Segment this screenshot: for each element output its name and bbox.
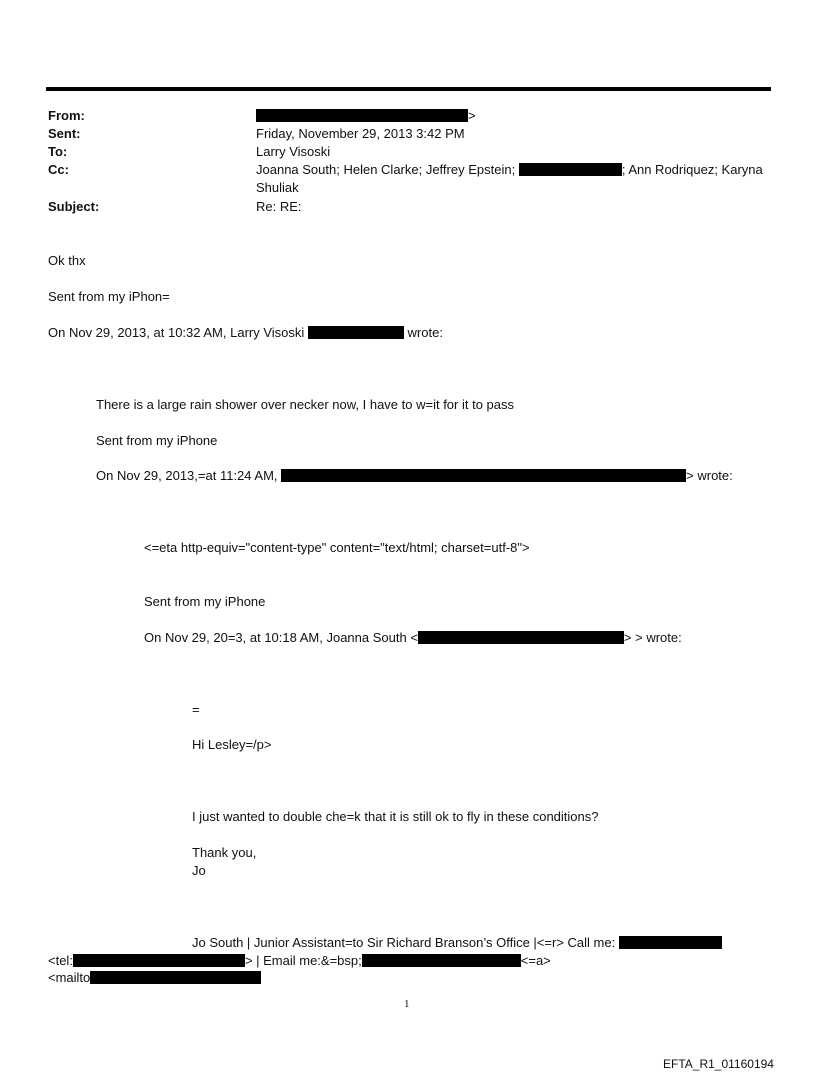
quote2-line2: Sent from my iPhone [144, 594, 266, 609]
quote3-name: Jo [192, 863, 206, 878]
sent-label: Sent: [48, 126, 81, 141]
quote3-thanks: Thank you, [192, 845, 257, 860]
cc-value-continued: Shuliak [256, 180, 299, 195]
cc-label: Cc: [48, 162, 69, 177]
body-line-attribution [48, 325, 443, 341]
quote3-question: I just wanted to double che=k that it is still ok to fly in these conditions? [192, 809, 599, 824]
redaction-box [90, 971, 261, 984]
quote2-line1: <=eta http-equiv="content-type" content="text/html; charset=utf-8"> [144, 540, 530, 555]
redaction-box [281, 469, 686, 482]
to-label: To: [48, 144, 68, 159]
quote2-attribution [144, 630, 682, 646]
signature-anchor-close: <=a> [520, 953, 551, 968]
redaction-box [73, 954, 245, 967]
quote1-attribution-text-a: On Nov 29, 2013,=at 11:24 AM, [96, 468, 278, 483]
signature-tel-label: <tel: [48, 953, 73, 968]
from-value [256, 108, 476, 124]
from-suffix: > [468, 108, 476, 123]
body-line-ok: Ok thx [48, 253, 86, 268]
quote1-line1: There is a large rain shower over necker now, I have to w=it for it to pass [96, 397, 515, 412]
to-value: Larry Visoski [256, 144, 331, 159]
signature-email-label: > | Email me:&=bsp; [244, 953, 362, 968]
quote1-line2: Sent from my iPhone [96, 433, 218, 448]
header-rule [46, 87, 771, 91]
signature-mailto: <mailto [48, 970, 91, 985]
document-id: EFTA_R1_01160194 [663, 1057, 774, 1071]
subject-value: Re: RE: [256, 199, 302, 214]
redaction-box [362, 954, 521, 967]
subject-label: Subject: [48, 199, 100, 214]
redaction-box [308, 326, 404, 339]
redaction-box [519, 163, 622, 176]
quote3-greeting: Hi Lesley=/p> [192, 737, 272, 752]
sent-value: Friday, November 29, 2013 3:42 PM [256, 126, 465, 141]
from-label: From: [48, 108, 85, 123]
attribution-text-b: wrote: [407, 325, 443, 340]
signature-line2 [48, 953, 551, 969]
attribution-text-a: On Nov 29, 2013, at 10:32 AM, Larry Visoski [48, 325, 305, 340]
signature-line1 [192, 935, 722, 951]
body-line-sent-from: Sent from my iPhon= [48, 289, 170, 304]
quote1-attribution [96, 468, 733, 484]
cc-text-b: ; Ann Rodriquez; Karyna [621, 162, 763, 177]
quote3-eq: = [192, 702, 200, 717]
quote2-attribution-text-b: > > wrote: [623, 630, 682, 645]
cc-value [256, 162, 763, 178]
cc-text-a: Joanna South; Helen Clarke; Jeffrey Epstein; [256, 162, 516, 177]
redaction-box [418, 631, 624, 644]
redaction-box [256, 109, 468, 122]
redaction-box [619, 936, 722, 949]
page-number: 1 [404, 998, 410, 1010]
quote1-attribution-text-b: > wrote: [686, 468, 733, 483]
signature-text: Jo South | Junior Assistant=to Sir Richard Branson’s Office |<=r> Call me: [192, 935, 616, 950]
signature-line3 [48, 970, 261, 986]
quote2-attribution-text-a: On Nov 29, 20=3, at 10:18 AM, Joanna South < [144, 630, 418, 645]
